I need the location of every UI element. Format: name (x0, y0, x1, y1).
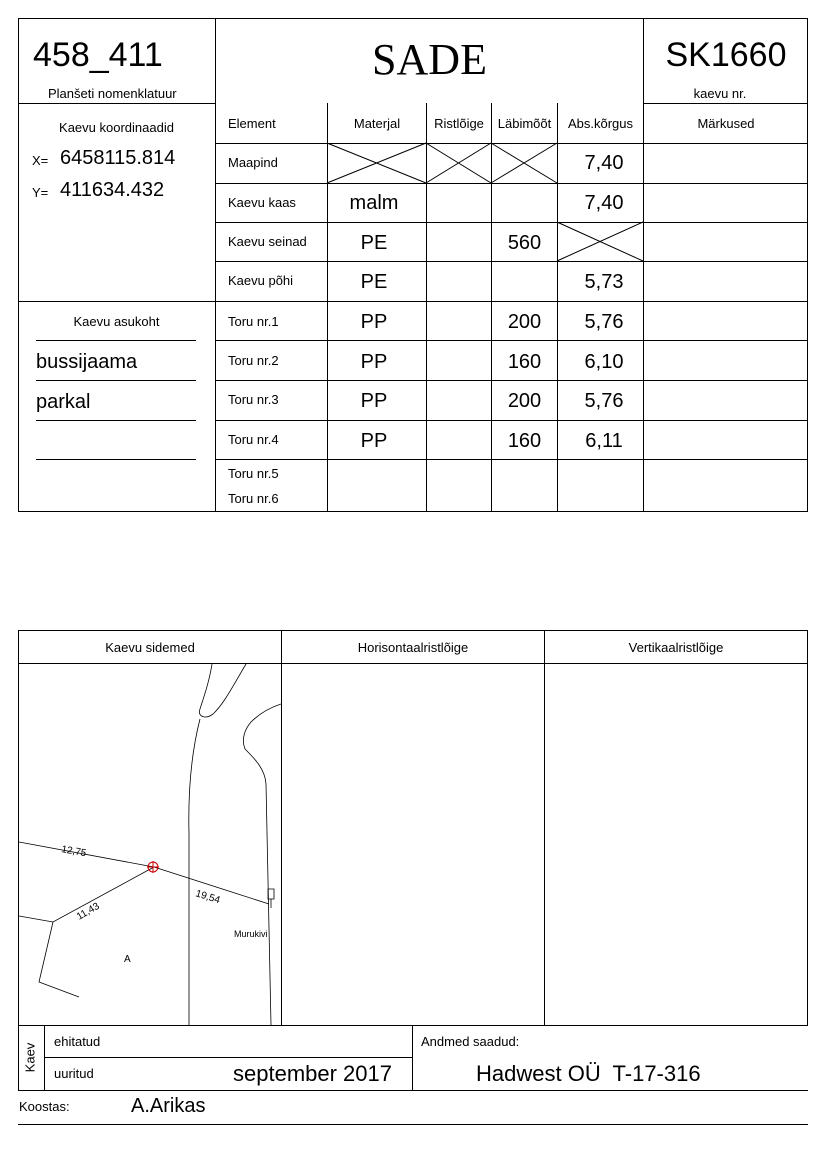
row-abs-korgus: 5,76 (584, 390, 624, 412)
row-materjal: PP (360, 430, 388, 452)
x-label: X= (32, 153, 49, 168)
koostas-label: Koostas: (19, 1099, 70, 1114)
row-abs-korgus: 7,40 (584, 192, 624, 214)
map-distance-3: 19,54 (194, 888, 222, 907)
row-abs-korgus: 5,76 (584, 311, 624, 333)
map-distance-2: 11,43 (75, 900, 102, 923)
well-marker-icon (147, 861, 159, 873)
y-label: Y= (32, 185, 49, 200)
network-type-title: SADE (372, 35, 487, 84)
row-element: Toru nr.2 (228, 353, 279, 368)
col-header-ristloige: Ristlõige (434, 116, 484, 131)
location-title: Kaevu asukoht (73, 314, 160, 329)
row-materjal: PP (360, 311, 388, 333)
row-labimoot: 560 (507, 232, 542, 254)
row-labimoot: 160 (507, 430, 542, 452)
andmed-saadud-value: Hadwest OÜ T-17-316 (476, 1061, 701, 1086)
row-abs-korgus: 6,10 (584, 351, 624, 373)
row-labimoot: 160 (507, 351, 542, 373)
row-abs-korgus: 7,40 (584, 152, 624, 174)
row-materjal: malm (349, 192, 399, 214)
coords-title: Kaevu koordinaadid (59, 120, 174, 135)
sheet-label: Planšeti nomenklatuur (48, 86, 177, 101)
col-title-kaevu-sidemed: Kaevu sidemed (105, 640, 195, 655)
row-abs-korgus: 5,73 (584, 271, 624, 293)
y-coordinate: 411634.432 (60, 179, 165, 201)
kaev-label: Kaev (22, 1042, 38, 1073)
location-sketch-map (19, 664, 281, 1025)
map-distance-1: 12,75 (60, 844, 88, 860)
row-element: Toru nr.4 (228, 432, 279, 447)
row-element-pipe-5: Toru nr.5 (228, 466, 279, 481)
col-header-abs-korgus: Abs.kõrgus (567, 116, 634, 131)
sheet-number: 458_411 (33, 36, 163, 74)
row-element: Kaevu põhi (228, 273, 294, 288)
col-header-element: Element (228, 116, 276, 131)
row-labimoot: 200 (507, 390, 542, 412)
row-materjal: PP (360, 390, 388, 412)
uuritud-label: uuritud (54, 1066, 94, 1081)
col-title-horisontaalristloige: Horisontaalristlõige (357, 640, 469, 655)
row-element: Kaevu kaas (228, 195, 296, 210)
col-header-labimoot: Läbimõõt (497, 116, 552, 131)
well-number: SK1660 (665, 36, 787, 74)
row-abs-korgus: 6,11 (585, 430, 623, 452)
uuritud-date: september 2017 (233, 1061, 392, 1086)
koostas-value: A.Arikas (131, 1095, 206, 1117)
row-element: Toru nr.1 (228, 314, 279, 329)
row-materjal: PE (360, 271, 388, 293)
row-element: Maapind (228, 155, 278, 170)
col-header-markused: Märkused (697, 116, 755, 131)
andmed-saadud-label: Andmed saadud: (421, 1034, 520, 1049)
col-header-materjal: Materjal (353, 116, 401, 131)
location-line-2: parkal (36, 391, 91, 413)
ehitatud-label: ehitatud (54, 1034, 101, 1049)
row-element: Toru nr.3 (228, 392, 279, 407)
row-element: Kaevu seinad (228, 234, 307, 249)
row-materjal: PP (360, 351, 388, 373)
col-title-vertikaalristloige: Vertikaalristlõige (628, 640, 724, 655)
x-coordinate: 6458115.814 (60, 147, 176, 169)
well-label: kaevu nr. (693, 86, 747, 101)
map-parcel-label: A (124, 954, 131, 965)
row-labimoot: 200 (507, 311, 542, 333)
row-materjal: PE (360, 232, 388, 254)
location-line-1: bussijaama (36, 351, 138, 373)
map-building-label: Murukivi (234, 929, 268, 939)
row-element-pipe-6: Toru nr.6 (228, 491, 279, 506)
